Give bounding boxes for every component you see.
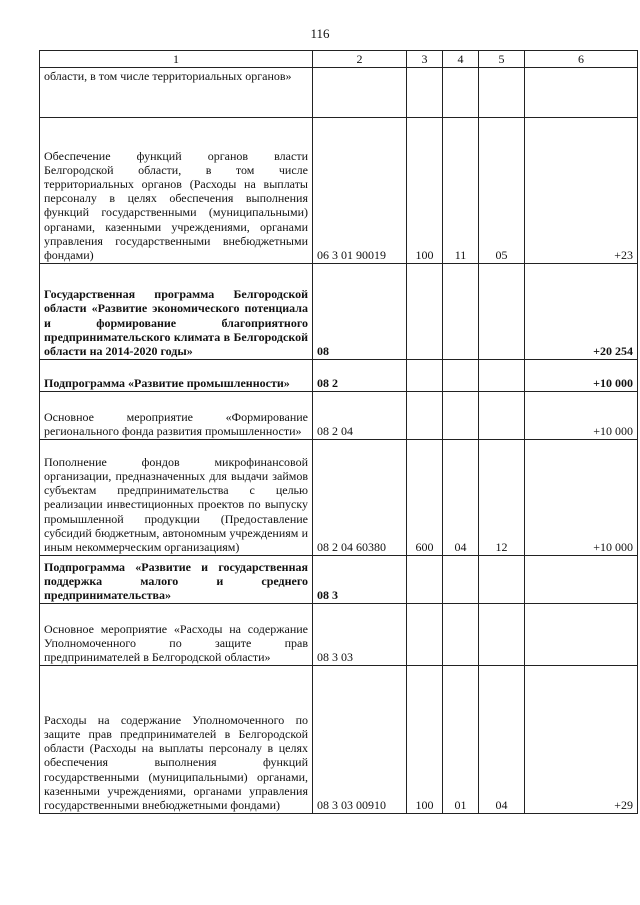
row-code: 08 xyxy=(313,264,407,360)
table-row xyxy=(40,264,638,360)
row-subsection xyxy=(479,556,525,604)
column-header: 6 xyxy=(525,51,638,68)
row-expense-type: 600 xyxy=(407,440,443,556)
budget-table xyxy=(39,50,638,814)
row-section xyxy=(443,360,479,392)
row-amount xyxy=(525,604,638,666)
row-code: 08 2 04 xyxy=(313,392,407,440)
row-code: 08 3 03 00910 xyxy=(313,666,407,814)
row-description: Основное мероприятие «Формирование регионального фонда развития промышленности» xyxy=(40,392,313,440)
row-code: 08 2 xyxy=(313,360,407,392)
row-amount: +10 000 xyxy=(525,440,638,556)
row-section: 01 xyxy=(443,666,479,814)
table-row xyxy=(40,68,638,118)
row-expense-type xyxy=(407,604,443,666)
row-description: области, в том числе территориальных органов» xyxy=(40,68,313,118)
row-amount: +10 000 xyxy=(525,360,638,392)
row-section: 04 xyxy=(443,440,479,556)
row-section xyxy=(443,556,479,604)
row-expense-type: 100 xyxy=(407,118,443,264)
row-description: Расходы на содержание Уполномоченного по защите прав предпринимателей в Белгородской области (Расходы на выплаты персоналу в целях обеспечения выполнения функций государственными (муниципальными) органами, казенными учреждениями, органами управления государственными внебюджетными фондами) xyxy=(40,666,313,814)
row-subsection xyxy=(479,360,525,392)
table-row xyxy=(40,666,638,814)
row-code xyxy=(313,68,407,118)
row-code: 08 3 03 xyxy=(313,604,407,666)
row-subsection: 12 xyxy=(479,440,525,556)
row-expense-type xyxy=(407,68,443,118)
row-subsection xyxy=(479,392,525,440)
table-row xyxy=(40,556,638,604)
row-code: 08 3 xyxy=(313,556,407,604)
row-description: Основное мероприятие «Расходы на содержание Уполномоченного по защите прав предпринимателей в Белгородской области» xyxy=(40,604,313,666)
row-subsection: 04 xyxy=(479,666,525,814)
table-row xyxy=(40,360,638,392)
column-header: 5 xyxy=(479,51,525,68)
row-subsection xyxy=(479,604,525,666)
row-amount xyxy=(525,556,638,604)
row-expense-type xyxy=(407,392,443,440)
row-expense-type xyxy=(407,264,443,360)
row-expense-type xyxy=(407,556,443,604)
table-header-row xyxy=(40,51,638,68)
row-description: Пополнение фондов микрофинансовой организации, предназначенных для выдачи займов субъектам предпринимательства с целью реализации инвестиционных проектов по выпуску промышленной продукции (Предоставление субсидий бюджетным, автономным учреждениям и иным некоммерческим организациям) xyxy=(40,440,313,556)
column-header: 1 xyxy=(40,51,313,68)
row-section: 11 xyxy=(443,118,479,264)
row-description: Подпрограмма «Развитие промышленности» xyxy=(40,360,313,392)
row-section xyxy=(443,264,479,360)
row-description: Обеспечение функций органов власти Белгородской области, в том числе территориальных органов (Расходы на выплаты персоналу в целях обеспечения выполнения функций государственными (муниципальными) органами, казенными учреждениями, органами управления государственными внебюджетными фондами) xyxy=(40,118,313,264)
row-amount: +23 xyxy=(525,118,638,264)
table-row xyxy=(40,440,638,556)
table-row xyxy=(40,118,638,264)
row-description: Государственная программа Белгородской области «Развитие экономического потенциала и формирование благоприятного предпринимательского климата в Белгородской области на 2014-2020 годы» xyxy=(40,264,313,360)
column-header: 4 xyxy=(443,51,479,68)
page-number: 116 xyxy=(310,26,330,41)
table-row xyxy=(40,392,638,440)
row-code: 08 2 04 60380 xyxy=(313,440,407,556)
row-section xyxy=(443,392,479,440)
row-section xyxy=(443,604,479,666)
row-amount xyxy=(525,68,638,118)
row-code: 06 3 01 90019 xyxy=(313,118,407,264)
column-header: 2 xyxy=(313,51,407,68)
row-subsection xyxy=(479,264,525,360)
row-subsection: 05 xyxy=(479,118,525,264)
row-amount: +29 xyxy=(525,666,638,814)
row-amount: +10 000 xyxy=(525,392,638,440)
row-expense-type xyxy=(407,360,443,392)
row-subsection xyxy=(479,68,525,118)
row-description: Подпрограмма «Развитие и государственная поддержка малого и среднего предпринимательства» xyxy=(40,556,313,604)
column-header: 3 xyxy=(407,51,443,68)
row-amount: +20 254 xyxy=(525,264,638,360)
table-row xyxy=(40,604,638,666)
row-section xyxy=(443,68,479,118)
row-expense-type: 100 xyxy=(407,666,443,814)
